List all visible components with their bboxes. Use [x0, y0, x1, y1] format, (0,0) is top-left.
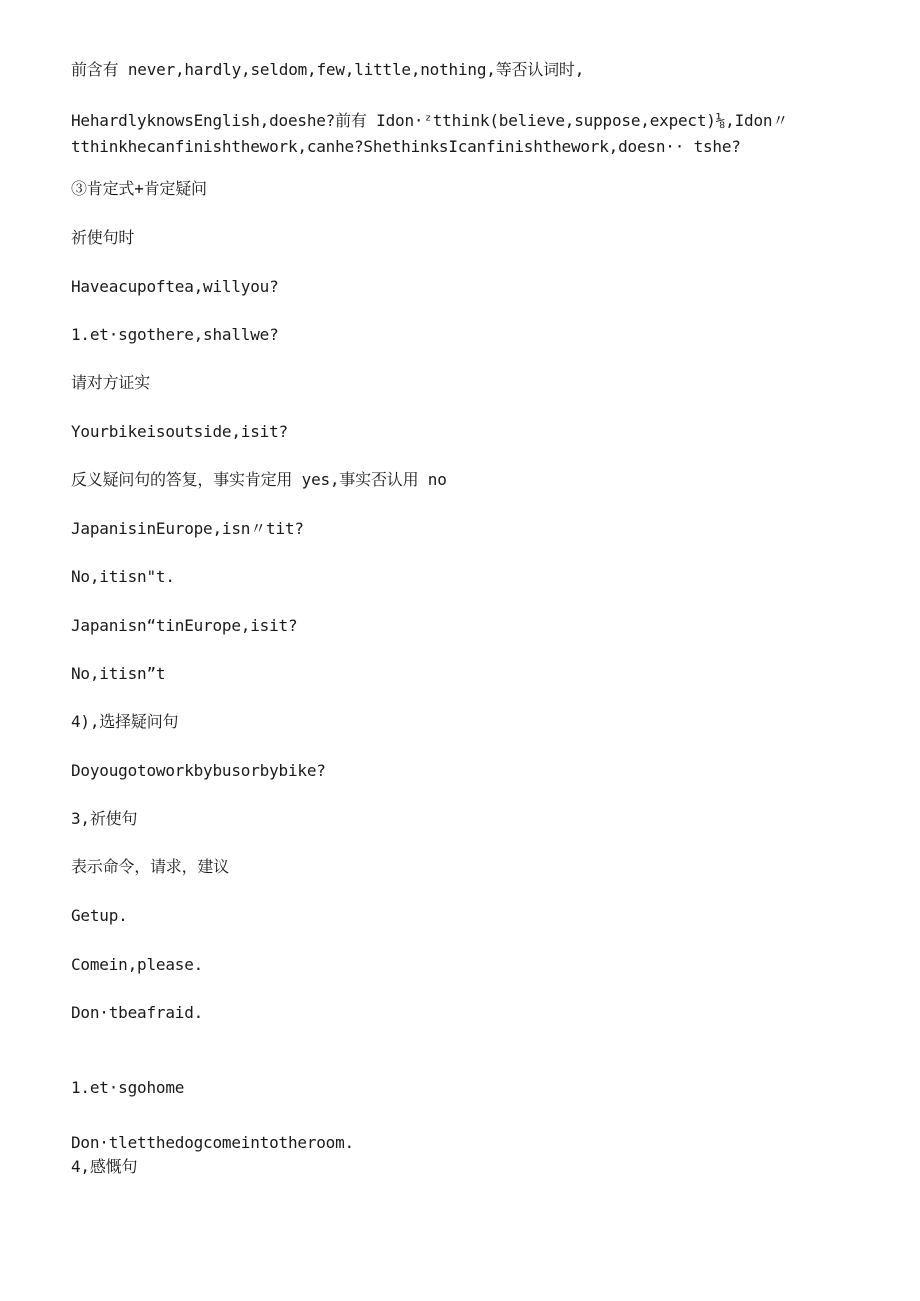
- text-line: 3,祈使句: [71, 809, 138, 828]
- text-line: ③肯定式+肯定疑问: [71, 179, 207, 198]
- text-line: Getup.: [71, 906, 128, 925]
- text-line: 1.et·sgothere,shallwe?: [71, 325, 279, 344]
- text-line: 1.et·sgohome: [71, 1078, 185, 1097]
- text-line: Yourbikeisoutside,isit?: [71, 422, 288, 441]
- text-line: HehardlyknowsEnglish,doeshe?前有 Idon·ᶻtthink(believe,suppose,expect)⅛,Idon〃: [71, 111, 789, 130]
- text-line: 祈使句时: [71, 228, 135, 247]
- text-line: 表示命令，请求，建议: [71, 857, 230, 876]
- text-line: Haveacupoftea,willyou?: [71, 277, 279, 296]
- text-line: Don·tletthedogcomeintotheroom.: [71, 1133, 354, 1152]
- text-line: 4,感慨句: [71, 1157, 138, 1176]
- text-line: 请对方证实: [71, 373, 151, 392]
- text-line: 前含有 never,hardly,seldom,few,little,nothing,等否认词时,: [71, 60, 585, 79]
- text-line: 反义疑问句的答复，事实肯定用 yes,事实否认用 no: [71, 470, 447, 489]
- text-line: 4),选择疑问句: [71, 712, 179, 731]
- text-line: Don·tbeafraid.: [71, 1003, 204, 1022]
- text-line: tthinkhecanfinishthework,canhe?ShethinksIcanfinishthework,doesn·· tshe?: [71, 137, 741, 156]
- text-line: Japanisn“tinEurope,isit?: [71, 616, 298, 635]
- text-line: JapanisinEurope,isn〃tit?: [71, 519, 304, 538]
- text-line: No,itisn”t: [71, 664, 166, 683]
- text-line: No,itisn"t.: [71, 567, 175, 586]
- text-line: Comein,please.: [71, 955, 204, 974]
- text-line: Doyougotoworkbybusorbybike?: [71, 761, 326, 780]
